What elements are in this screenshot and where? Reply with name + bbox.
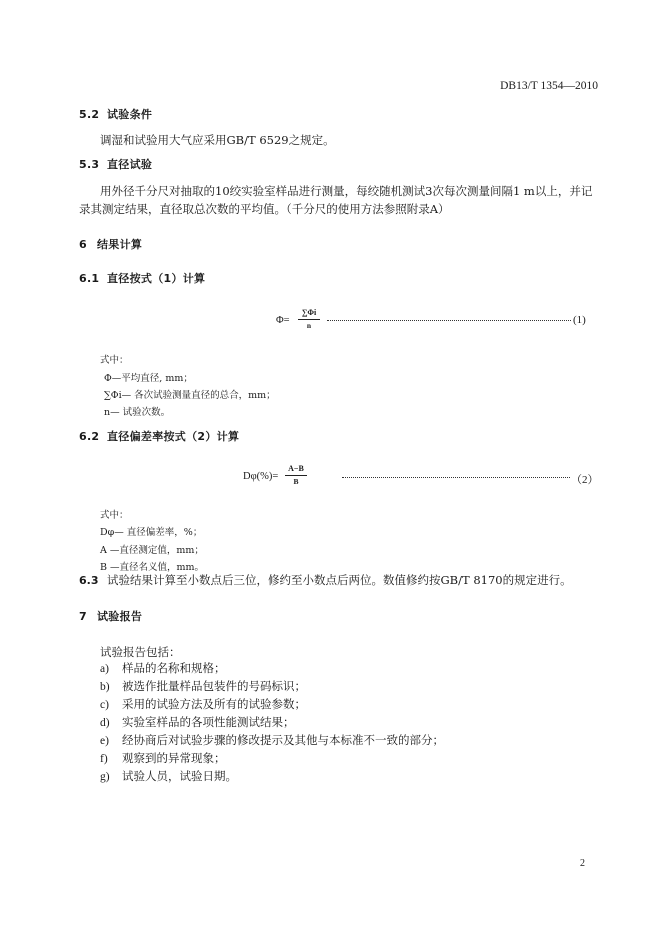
section-number: 6 bbox=[79, 238, 87, 251]
section-number: 6.3 bbox=[79, 574, 99, 587]
section-number: 6.2 bbox=[79, 430, 100, 443]
section-7-heading bbox=[79, 608, 142, 624]
formula-1-numerator: ∑Φi bbox=[301, 308, 317, 317]
leader-dots bbox=[342, 477, 570, 478]
page-number: 2 bbox=[580, 858, 585, 869]
formula-1-number: (1) bbox=[573, 314, 586, 326]
list-label: e) bbox=[100, 735, 109, 747]
definition-item: Dφ— 直径偏差率，%； bbox=[100, 527, 203, 538]
section-title: 试验条件 bbox=[107, 108, 153, 121]
report-intro: 试验报告包括： bbox=[100, 645, 181, 659]
section-title: 直径按式（1）计算 bbox=[107, 272, 206, 285]
definition-item: B —直径名义值，mm。 bbox=[100, 562, 205, 573]
standard-code: DB13/T 1354—2010 bbox=[500, 80, 598, 92]
formula-1-denominator: n bbox=[306, 321, 312, 330]
fraction-bar bbox=[285, 475, 307, 476]
section-6-1-heading bbox=[79, 270, 205, 286]
list-label: b) bbox=[100, 681, 110, 693]
list-label: c) bbox=[100, 699, 109, 711]
section-6-2-heading bbox=[79, 428, 239, 444]
definition-item: A —直径测定值，mm； bbox=[100, 545, 204, 556]
formula-2-numerator: A−B bbox=[288, 464, 304, 473]
section-5-3-body-line-2: 录其测定结果，直径取总次数的平均值。（千分尺的使用方法参照附录A） bbox=[79, 202, 450, 216]
section-title: 直径偏差率按式（2）计算 bbox=[107, 430, 240, 443]
definition-item: Φ—平均直径, mm； bbox=[104, 373, 193, 384]
section-number: 6.1 bbox=[79, 272, 100, 285]
formula-2-lhs: Dφ(%)= bbox=[243, 471, 279, 482]
formula-2-denominator: B bbox=[293, 477, 299, 486]
formula-1-fraction bbox=[298, 308, 320, 330]
formula-2-fraction bbox=[285, 464, 307, 486]
where-label: 式中： bbox=[100, 510, 129, 521]
section-5-3-body-line-1: 用外径千分尺对抽取的10绞实验室样品进行测量，每绞随机测试3次每次测量间隔1 m以上，并记 bbox=[100, 184, 593, 198]
formula-1-lhs: Φ= bbox=[276, 315, 290, 326]
list-label: a) bbox=[100, 663, 109, 675]
section-6-3-body: 试验结果计算至小数点后三位，修约至小数点后两位。数值修约按GB/T 8170的规定进行。 bbox=[107, 573, 572, 587]
list-text: 经协商后对试验步骤的修改提示及其他与本标准不一致的部分； bbox=[122, 733, 444, 747]
list-text: 样品的名称和规格； bbox=[122, 661, 226, 675]
section-title: 直径试验 bbox=[107, 158, 153, 171]
formula-2-number: （2） bbox=[571, 474, 599, 486]
section-5-3-heading bbox=[79, 156, 152, 172]
section-title: 结果计算 bbox=[97, 238, 143, 251]
fraction-bar bbox=[298, 319, 320, 320]
section-5-2-body: 调湿和试验用大气应采用GB/T 6529之规定。 bbox=[100, 133, 335, 147]
section-number: 7 bbox=[79, 610, 87, 623]
list-text: 采用的试验方法及所有的试验参数； bbox=[122, 697, 306, 711]
section-6-3 bbox=[79, 570, 572, 591]
list-text: 观察到的异常现象； bbox=[122, 751, 226, 765]
definition-item: n— 试验次数。 bbox=[104, 407, 171, 418]
section-title: 试验报告 bbox=[97, 610, 143, 623]
where-label: 式中： bbox=[100, 355, 129, 366]
list-label: d) bbox=[100, 717, 110, 729]
list-item bbox=[100, 766, 237, 787]
leader-dots bbox=[327, 320, 571, 321]
definition-item: ∑Φi— 各次试验测量直径的总合，mm； bbox=[104, 390, 276, 401]
section-5-2-heading bbox=[79, 106, 152, 122]
list-text: 实验室样品的各项性能测试结果； bbox=[122, 715, 295, 729]
section-number: 5.3 bbox=[79, 158, 100, 171]
section-number: 5.2 bbox=[79, 108, 100, 121]
list-label: f) bbox=[100, 753, 108, 765]
list-text: 试验人员，试验日期。 bbox=[122, 769, 237, 783]
section-6-heading bbox=[79, 236, 142, 252]
list-label: g) bbox=[100, 771, 110, 783]
list-text: 被选作批量样品包装件的号码标识； bbox=[122, 679, 306, 693]
